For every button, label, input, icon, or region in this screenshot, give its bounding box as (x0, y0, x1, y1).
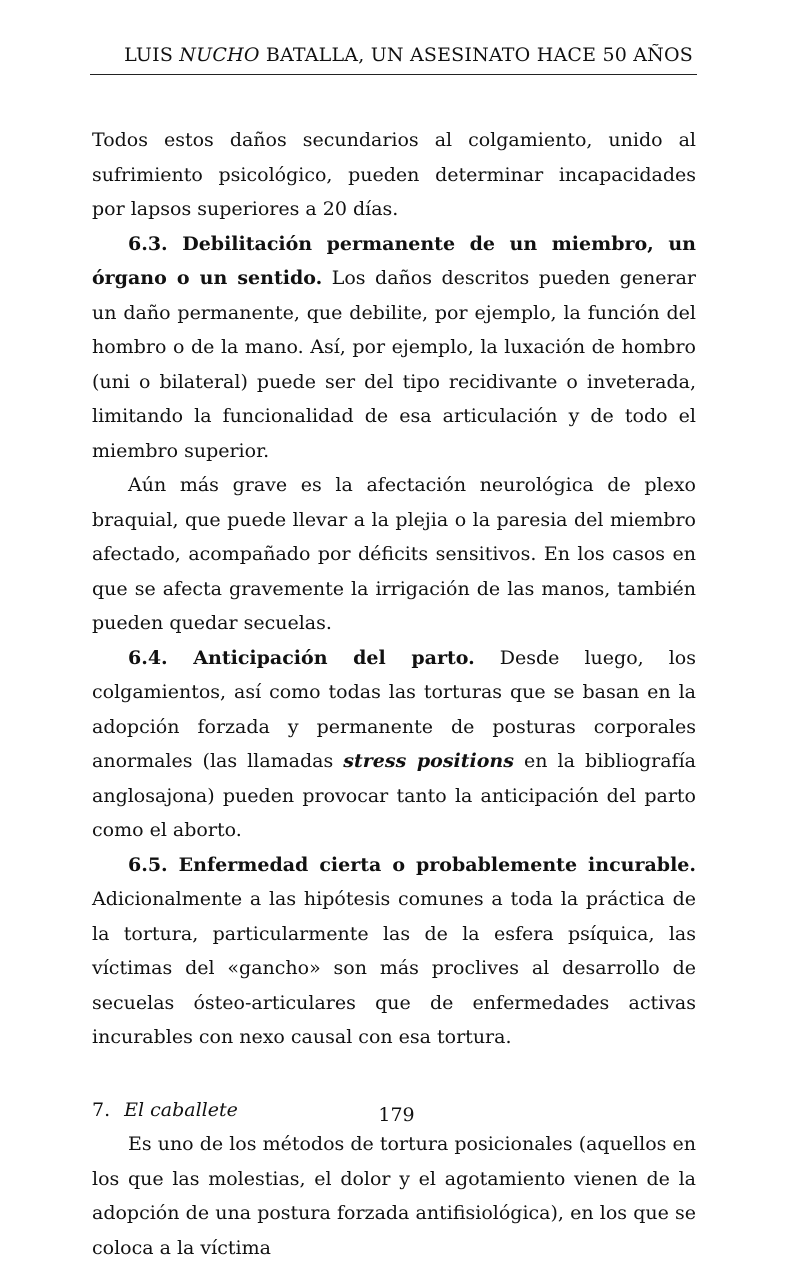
running-header-rest: BATALLA, UN ASESINATO HACE 50 AÑOS (259, 44, 693, 66)
page-number: 179 (378, 1104, 415, 1126)
section-number: 7. (92, 1098, 111, 1121)
paragraph-6-4-text-b: en la bibliografía anglosajona) pueden provocar tanto la anticipación del parto como el aborto. (92, 750, 696, 841)
subheading-6-3: 6.3. Debilitación permanente de un miembro, un órgano o un sentido. (92, 232, 696, 289)
running-header-nickname: NUCHO (179, 44, 260, 66)
paragraph-continuation: Todos estos daños secundarios al colgamiento, unido al sufrimiento psicológico, pueden determinar incapacidades por lapsos superiores a 20 días. (92, 129, 696, 220)
header-rule (90, 74, 697, 75)
paragraph-6-3-text: Los daños descritos pueden generar un daño permanente, que debilite, por ejemplo, la función del hombro o de la mano. Así, por ejemplo, la luxación de hombro (uni o bilateral) puede ser del tipo recidivante o inveterada, limitando la funcionalidad de esa articulación y de todo el miembro superior. (92, 267, 696, 462)
paragraph-6-4 (92, 641, 696, 848)
running-header (124, 44, 693, 66)
paragraph-6-4-emphasis: stress positions (343, 750, 514, 772)
paragraph-caballete: Es uno de los métodos de tortura posicionales (aquellos en los que las molestias, el dolor y el agotamiento vienen de la adopción de una postura forzada antifisiológica), en los que se coloca a la víctima (92, 1133, 696, 1259)
paragraph-6-5-text: Adicionalmente a las hipótesis comunes a toda la práctica de la tortura, particularmente las de la esfera psíquica, las víctimas del «gancho» son más proclives al desarrollo de secuelas ósteo-articulares que de enfermedades activas incurables con nexo causal con esa tortura. (92, 888, 696, 1048)
section-title: El caballete (124, 1098, 238, 1121)
subheading-6-5: 6.5. Enfermedad cierta o probablemente incurable. (128, 853, 696, 876)
body-text (92, 123, 696, 1265)
running-header-lead: LUIS (124, 44, 180, 66)
paragraph-plexo: Aún más grave es la afectación neurológica de plexo braquial, que puede llevar a la plejia o la paresia del miembro afectado, acompañado por déficits sensitivos. En los casos en que se afecta gravemente la irrigación de las manos, también pueden quedar secuelas. (92, 474, 696, 634)
paragraph-6-3 (92, 227, 696, 469)
subheading-6-4: 6.4. Anticipación del parto. (128, 646, 475, 669)
paragraph-6-4-text-a: Desde luego, los colgamientos, así como todas las torturas que se basan en la adopción forzada y permanente de posturas corporales anormales (las llamadas (92, 646, 696, 772)
paragraph-6-5 (92, 848, 696, 1055)
